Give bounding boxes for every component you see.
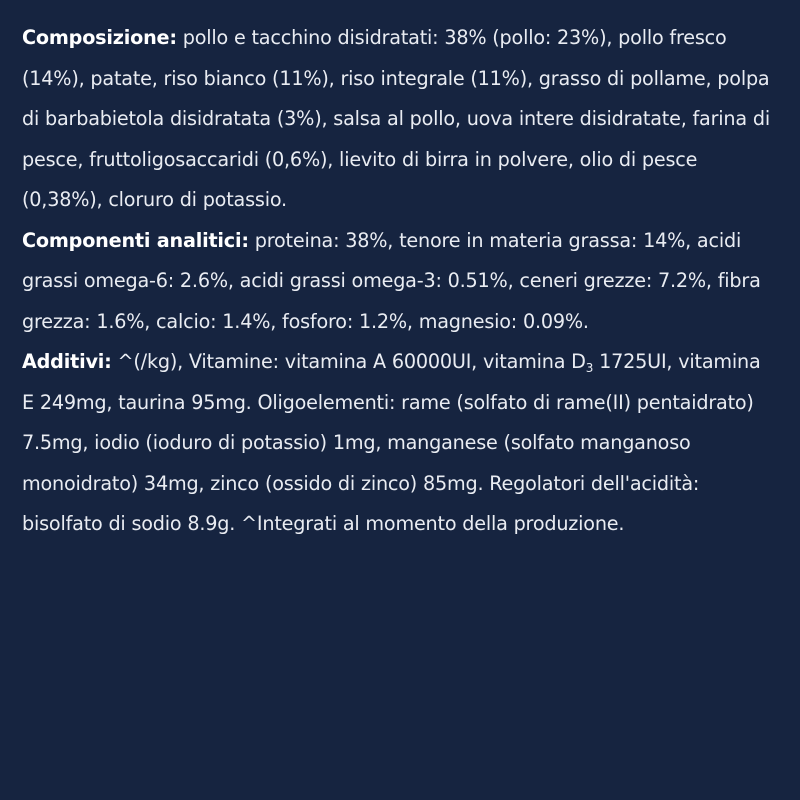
composition-section	[22, 18, 778, 221]
additives-section	[22, 342, 778, 545]
composition-heading: Composizione:	[22, 26, 177, 49]
additives-text-part-2: 1725UI, vitamina E 249mg, taurina 95mg. Oligoelementi: rame (solfato di rame(II) pentaidrato) 7.5mg, iodio (ioduro di potassio) 1mg, manganese (solfato manganoso monoidrato) 34mg, zinco (ossido di zinco) 85mg. Regolatori dell'acidità: bisolfato di sodio 8.9g. ^Integrati al momento della produzione.	[22, 350, 761, 535]
analytical-components-heading: Componenti analitici:	[22, 228, 249, 252]
analytical-components-text: proteina: 38%, tenore in materia grassa: 14%, acidi grassi omega-6: 2.6%, acidi grassi omega-3: 0.51%, ceneri grezze: 7.2%, fibra grezza: 1.6%, calcio: 1.4%, fosforo: 1.2%, magnesio: 0.09%.	[22, 228, 761, 333]
composition-text: pollo e tacchino disidratati: 38% (pollo: 23%), pollo fresco (14%), patate, riso bianco (11%), riso integrale (11%), grasso di pollame, polpa di barbabietola disidratata (3%), salsa al pollo, uova intere disidratate, farina di pesce, fruttoligosaccaridi (0,6%), lievito di birra in polvere, olio di pesce (0,38%), cloruro di potassio.	[22, 26, 770, 211]
additives-heading: Additivi:	[22, 350, 112, 373]
analytical-components-section	[22, 221, 778, 343]
additives-text-part-1: ^(/kg), Vitamine: vitamina A 60000UI, vitamina D	[117, 350, 586, 373]
vitamin-d3-subscript: 3	[585, 361, 594, 375]
